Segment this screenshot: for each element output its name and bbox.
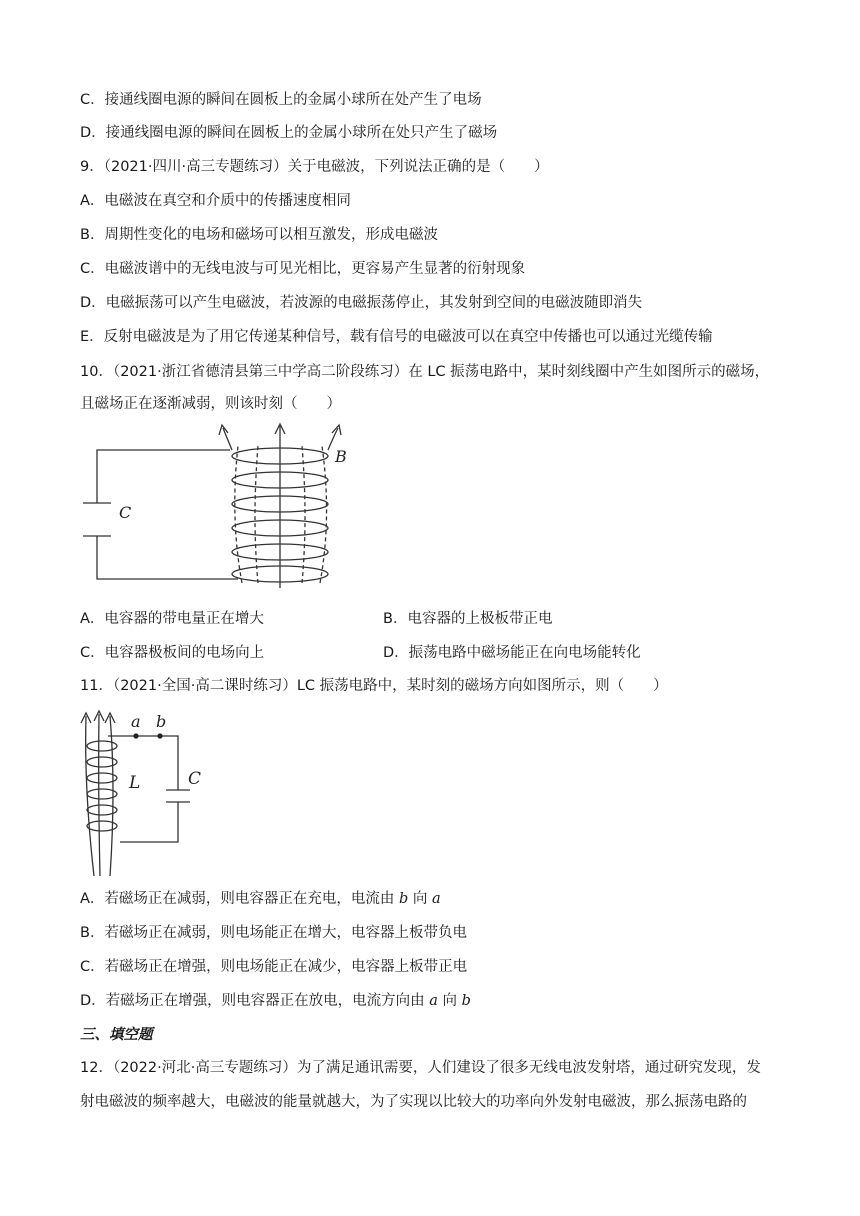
q10-option-d: D．振荡电路中磁场能正在向电场能转化 — [383, 645, 641, 661]
q11-stem: 11．（2021·全国·高二课时练习）LC 振荡电路中，某时刻的磁场方向如图所示，则（ ） — [80, 678, 668, 694]
q11-label-b: b — [156, 712, 167, 731]
q9-option-c: C．电磁波谱中的无线电波与可见光相比，更容易产生显著的衍射现象 — [80, 261, 526, 277]
q10-stem-line1: 10．（2021·浙江省德清县第三中学高二阶段练习）在 LC 振荡电路中，某时刻线圈中产生如图所示的磁场， — [80, 364, 770, 380]
q8-option-d: D．接通线圈电源的瞬间在圆板上的金属小球所在处只产生了磁场 — [80, 125, 498, 141]
q11-label-l: L — [129, 773, 141, 793]
q10-option-a: A．电容器的带电量正在增大 — [80, 611, 264, 627]
q8-option-c: C．接通线圈电源的瞬间在圆板上的金属小球所在处产生了电场 — [80, 92, 482, 108]
terminal-a-dot — [133, 733, 138, 738]
q9-option-b: B．周期性变化的电场和磁场可以相互激发，形成电磁波 — [80, 227, 438, 243]
q9-option-d: D．电磁振荡可以产生电磁波，若波源的电磁振荡停止，其发射到空间的电磁波随即消失 — [80, 295, 643, 311]
q11-option-b: B．若磁场正在减弱，则电场能正在增大，电容器上板带负电 — [80, 925, 467, 941]
q10-lc-circuit-figure — [80, 418, 370, 590]
q12-line1: 12．（2022·河北·高三专题练习）为了满足通讯需要，人们建设了很多无线电波发射塔，通过研究发现，发 — [80, 1060, 761, 1076]
q9-option-e: E．反射电磁波是为了用它传递某种信号，载有信号的电磁波可以在真空中传播也可以通过光缆传输 — [80, 329, 713, 345]
terminal-b-dot — [157, 733, 162, 738]
q11-label-a: a — [131, 712, 141, 731]
q11-option-d: D．若磁场正在增强，则电容器正在放电，电流方向由 a 向 b — [80, 993, 471, 1009]
q9-option-a: A．电磁波在真空和介质中的传播速度相同 — [80, 193, 351, 209]
q10-option-b: B．电容器的上极板带正电 — [383, 611, 553, 627]
q9-stem: 9．（2021·四川·高三专题练习）关于电磁波，下列说法正确的是（ ） — [80, 159, 549, 175]
section-title-fill-in: 三、填空题 — [80, 1027, 153, 1043]
q11-option-a: A．若磁场正在减弱，则电容器正在充电，电流由 b 向 a — [80, 891, 441, 907]
q12-line2: 射电磁波的频率越大，电磁波的能量就越大，为了实现以比较大的功率向外发射电磁波，那么振荡电路的 — [80, 1094, 747, 1110]
q10-option-c: C．电容器极板间的电场向上 — [80, 645, 265, 661]
q11-label-c: C — [188, 769, 202, 789]
q11-option-c: C．若磁场正在增强，则电场能正在减少，电容器上板带正电 — [80, 959, 468, 975]
q11-lc-circuit-figure — [80, 708, 220, 878]
q10-label-c: C — [119, 503, 132, 522]
q10-label-b: B — [335, 447, 347, 466]
q10-stem-line2: 且磁场正在逐渐减弱，则该时刻（ ） — [80, 396, 341, 412]
